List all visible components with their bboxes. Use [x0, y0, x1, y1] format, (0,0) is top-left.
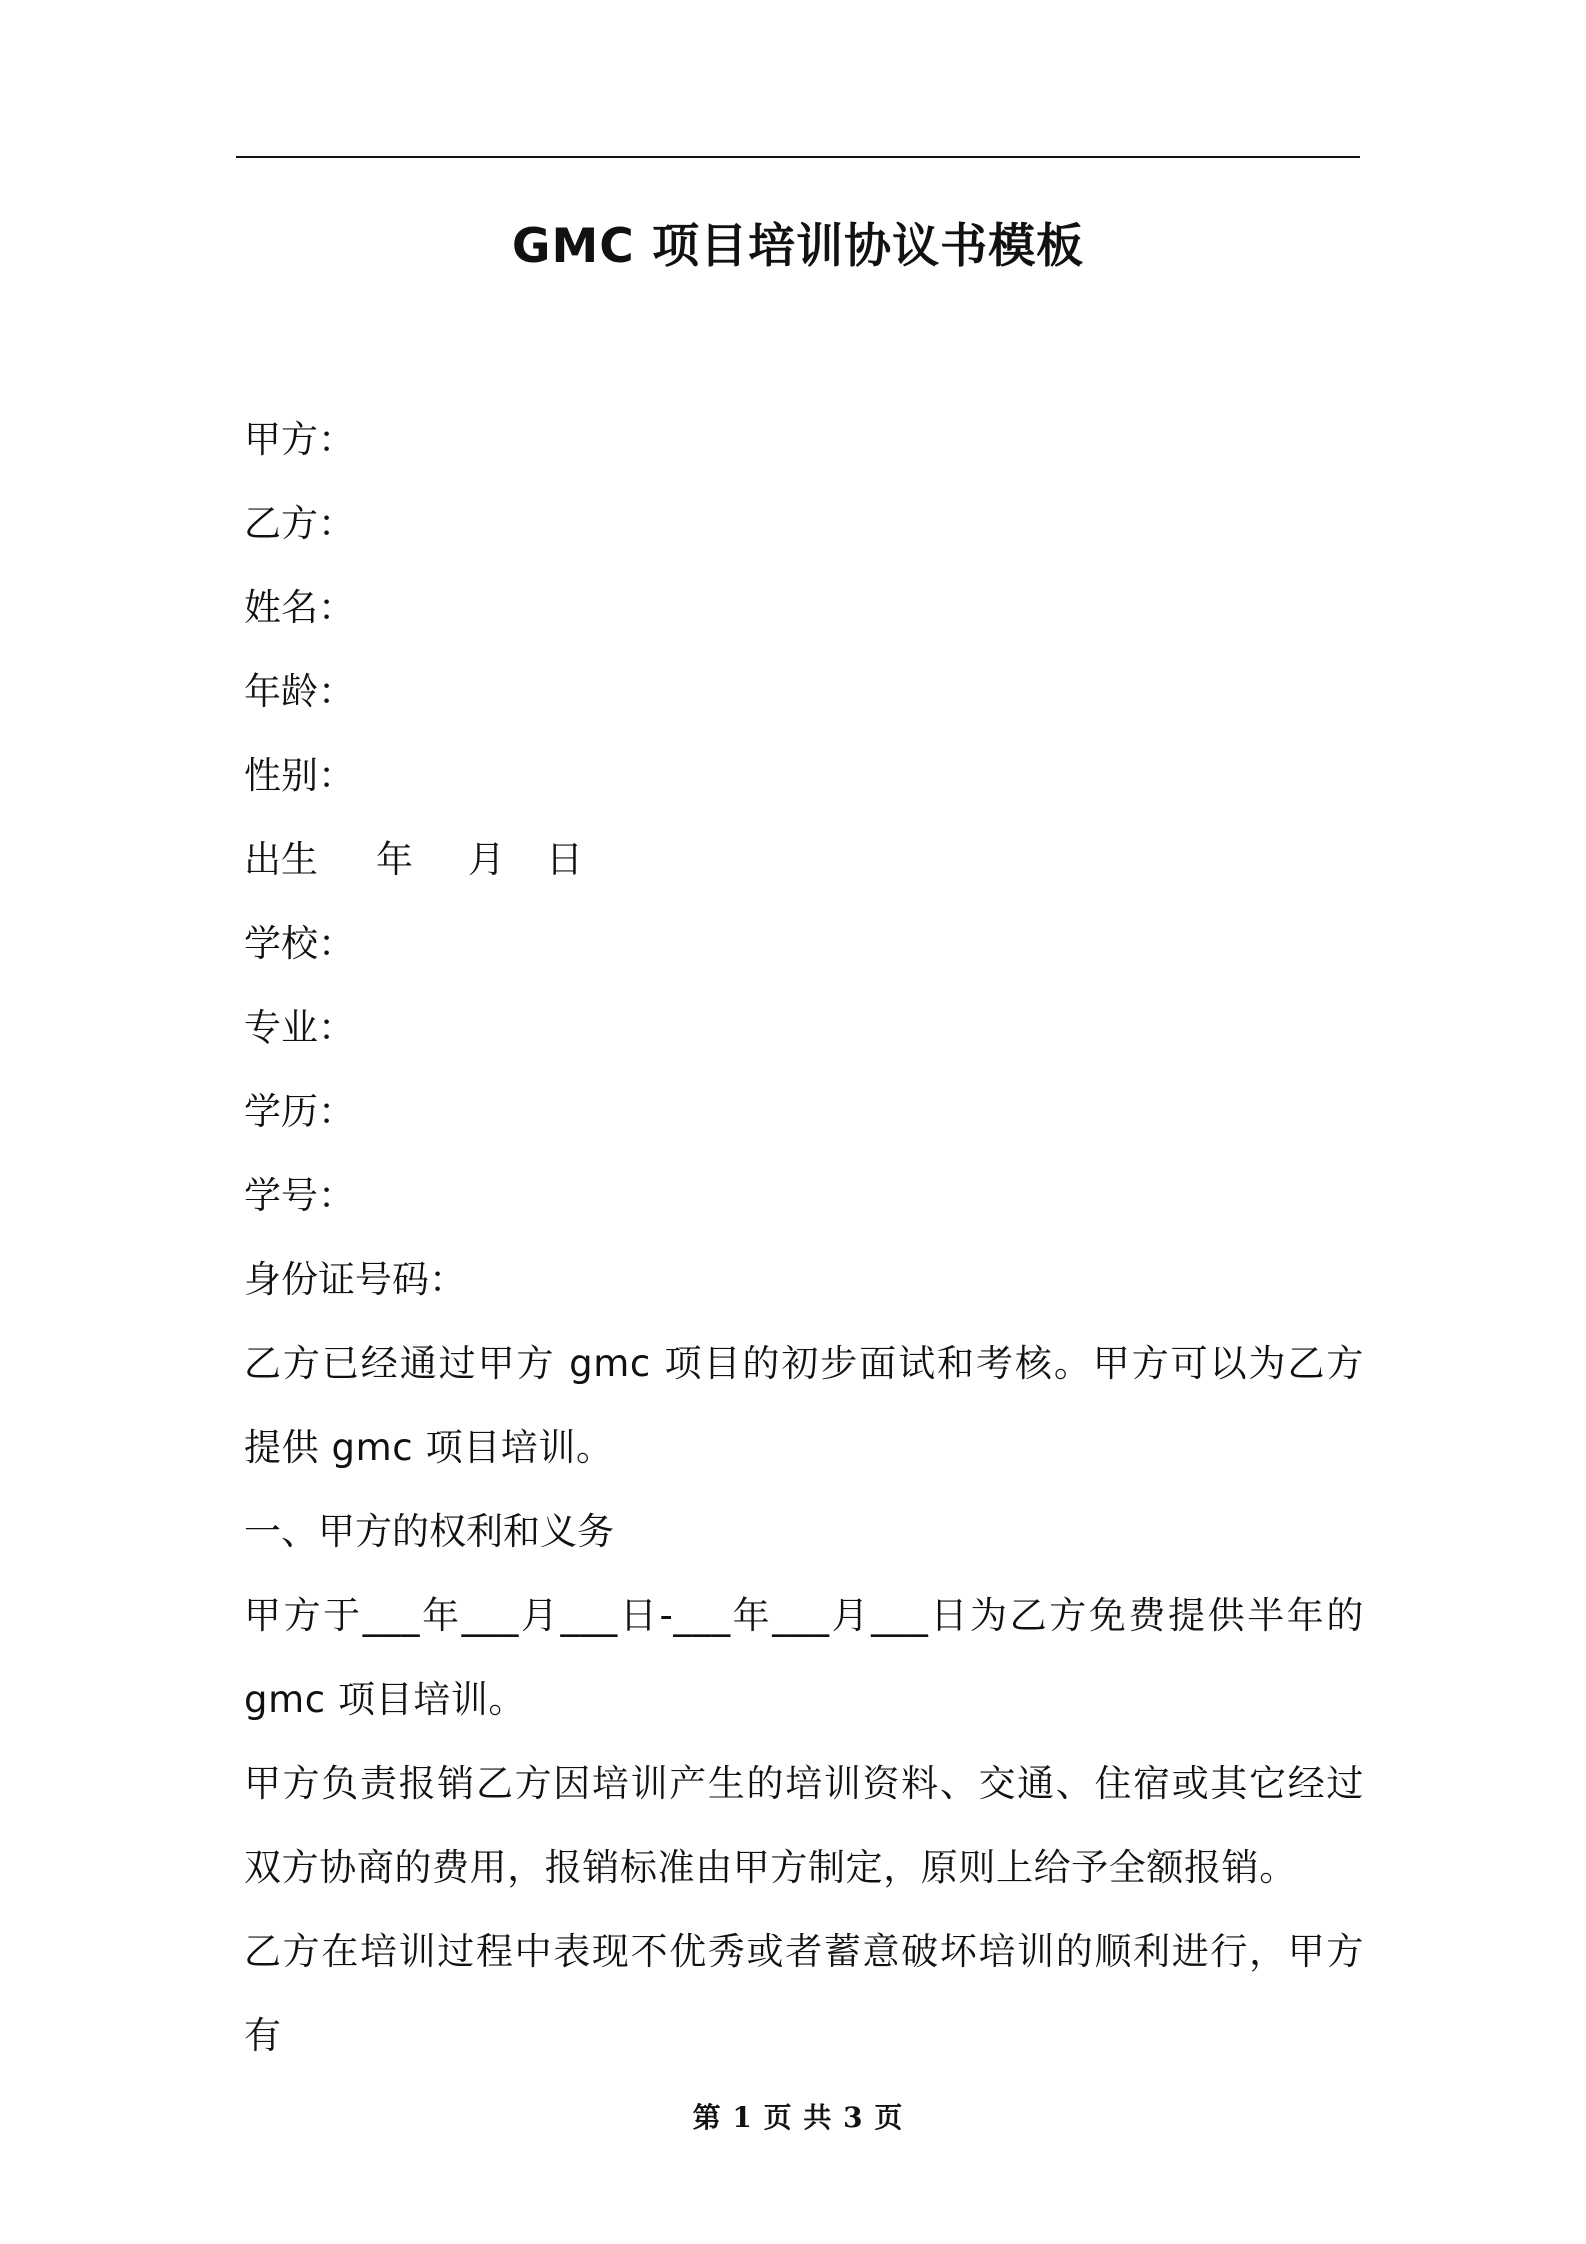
- field-school: 学校：: [244, 922, 355, 965]
- section-heading-party-a-rights: 一、甲方的权利和义务: [244, 1510, 614, 1553]
- document-body: [244, 398, 1364, 2078]
- clause-poor-performance: 乙方在培训过程中表现不优秀或者蓄意破坏培训的顺利进行，甲方有: [244, 1930, 1364, 2057]
- field-party-a: 甲方：: [244, 418, 355, 461]
- field-major: 专业：: [244, 1006, 355, 1049]
- document-title: GMC 项目培训协议书模板: [511, 219, 1085, 274]
- birth-day: 日: [546, 838, 583, 881]
- field-id-number: 身份证号码：: [244, 1258, 466, 1301]
- field-student-id: 学号：: [244, 1174, 355, 1217]
- birth-label: 出生: [244, 838, 318, 881]
- field-education: 学历：: [244, 1090, 355, 1133]
- field-age: 年龄：: [244, 670, 355, 713]
- field-party-b: 乙方：: [244, 502, 355, 545]
- field-name: 姓名：: [244, 586, 355, 629]
- clause-reimbursement: 甲方负责报销乙方因培训产生的培训资料、交通、住宿或其它经过双方协商的费用，报销标准由甲方制定，原则上给予全额报销。: [244, 1762, 1364, 1889]
- birth-year: 年: [376, 838, 413, 881]
- clause-training-period: 甲方于___年___月___日-___年___月___日为乙方免费提供半年的 gmc 项目培训。: [244, 1594, 1364, 1721]
- intro-paragraph: 乙方已经通过甲方 gmc 项目的初步面试和考核。甲方可以为乙方提供 gmc 项目培训。: [244, 1342, 1364, 1469]
- header-rule: [236, 156, 1360, 158]
- birth-month: 月: [468, 838, 505, 881]
- field-birth: [244, 818, 1364, 902]
- field-gender: 性别：: [244, 754, 355, 797]
- page-footer: 第 1 页 共 3 页: [692, 2101, 904, 2134]
